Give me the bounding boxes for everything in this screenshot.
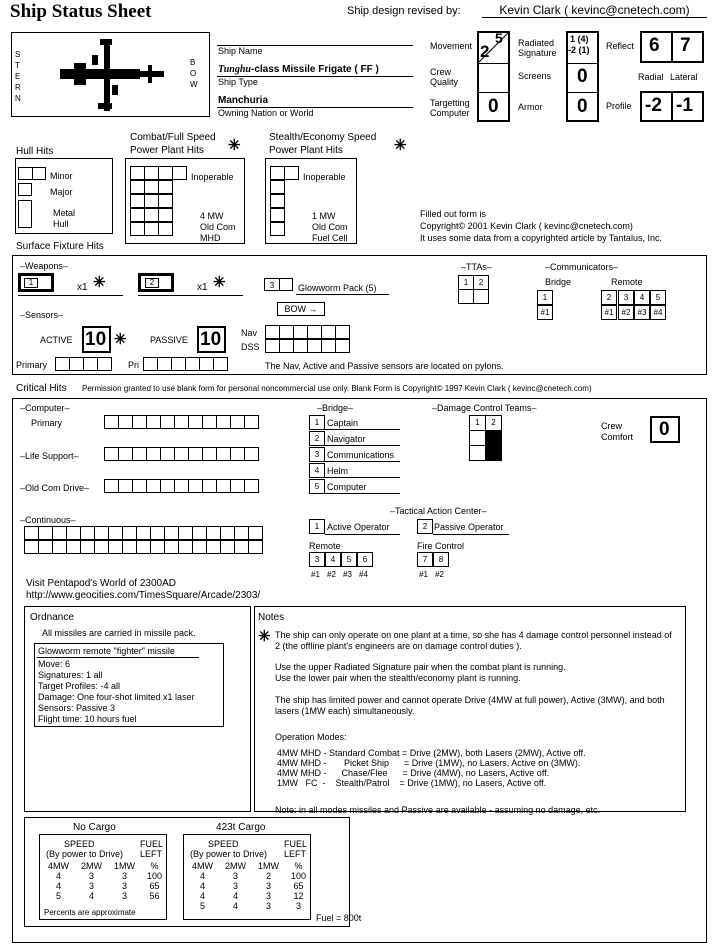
stealth-inoperable: Inoperable — [303, 172, 346, 182]
dss-label: DSS — [241, 342, 260, 352]
visit-link[interactable]: http://www.geocities.com/TimesSquare/Arcade/2303/ — [26, 590, 261, 601]
sensors-label: –Sensors– — [20, 310, 64, 320]
stern-label: S T E R N — [15, 50, 21, 103]
no-cargo-title: No Cargo — [73, 822, 116, 833]
glowworm-pack-label: Glowworm Pack (5) — [298, 283, 377, 293]
radsig-a: 1 (4) — [570, 34, 589, 44]
minor-label: Minor — [50, 171, 73, 181]
revised-label: Ship design revised by: — [347, 5, 461, 17]
computer-label: –Computer– — [20, 403, 70, 413]
notes-p1: The ship can only operate on one plant at a time, so she has 4 damage control personnel instead of 2 (the offline plant's engineers are on damage control duties ). — [275, 630, 672, 651]
bridge-item-label: Computer — [327, 482, 367, 492]
movement-label: Movement — [430, 41, 473, 51]
weapons-label: –Weapons– — [20, 261, 68, 271]
combat-plant-title: Combat/Full Speed — [130, 132, 216, 143]
passive-operator-label: Passive Operator — [434, 522, 504, 532]
armor-value: 0 — [577, 96, 588, 117]
profile-lateral: -1 — [676, 95, 693, 116]
speed-table: 4MW 2MW 1MW % 4 3 2 100 4 3 3 65 4 4 3 12 5 4 3 3 — [192, 861, 307, 911]
bridge-number: 5 — [309, 479, 325, 494]
mode-line: 4MW MHD - Picket Ship = Drive (1MW), no Lasers, Active on (3MW). — [277, 758, 581, 768]
ship-name-label: Ship Name — [218, 46, 263, 56]
bridge-number: 3 — [309, 447, 325, 462]
movement-a: 2 — [480, 42, 490, 61]
bridge-number: 2 — [309, 431, 325, 446]
nav-label: Nav — [241, 328, 258, 338]
copyright-line3: It uses some data from a copyrighted article by Tantalus, Inc. — [420, 233, 662, 243]
active-operator-label: Active Operator — [327, 522, 390, 532]
stealth-oldcom: Old Com — [312, 222, 348, 232]
remote-cell: 3 — [309, 552, 325, 567]
bridge-item-label: Navigator — [327, 434, 366, 444]
page-title: Ship Status Sheet — [10, 1, 152, 22]
nation-label: Owning Nation or World — [218, 108, 314, 118]
modes-title: Operation Modes: — [275, 732, 347, 742]
approx-note: Percents are approximate — [44, 908, 136, 917]
asterisk-icon: ✳ — [228, 137, 241, 154]
stealth-plant-title2: Power Plant Hits — [269, 145, 343, 156]
bridge-underline — [325, 493, 400, 494]
bridge-item-label: Captain — [327, 418, 359, 428]
fire-cell: 7 — [417, 552, 433, 567]
notes-final: Note: in all modes missiles and Passive are available - assuming no damage, etc. — [275, 805, 601, 815]
visit-line1: Visit Pentapod's World of 2300AD — [26, 578, 176, 589]
ship-type-label: Ship Type — [218, 77, 258, 87]
lateral-label: Lateral — [670, 72, 698, 82]
asterisk-icon: ✳ — [114, 331, 127, 348]
combat-mw: 4 MW — [200, 211, 224, 221]
bridge-underline — [325, 429, 400, 430]
asterisk-icon: ✳ — [258, 628, 271, 645]
bow-direction-button: BOW → — [277, 302, 325, 316]
revised-by: Kevin Clark ( kevinc@cnetech.com) — [482, 3, 707, 18]
remote-num: #4 — [359, 570, 368, 579]
asterisk-icon: ✳ — [213, 274, 226, 291]
passive-value: 10 — [200, 329, 222, 350]
notes-title: Notes — [258, 612, 285, 623]
notes-p2b: Use the lower pair when the stealth/economy plant is running. — [275, 673, 521, 683]
ship-silhouette-icon — [52, 35, 172, 115]
fire-control-label: Fire Control — [417, 541, 465, 551]
remote-cell: 5 — [341, 552, 357, 567]
combat-mhd: MHD — [200, 233, 221, 243]
bridge-underline — [325, 477, 400, 478]
missile-stat: Target Profiles: -4 all — [38, 681, 121, 691]
notes-p2a: Use the upper Radiated Signature pair when the combat plant is running. — [275, 662, 566, 672]
reflect-lateral: 7 — [680, 35, 691, 56]
old-com-drive-label: –Old Com Drive– — [20, 483, 90, 493]
major-label: Major — [50, 187, 73, 197]
comms-remote-label: Remote — [611, 277, 643, 287]
with-cargo-title: 423t Cargo — [216, 822, 266, 833]
ship-type-value: Tunghu-class Missile Frigate ( FF ) — [218, 64, 379, 75]
comms-bridge-label: Bridge — [545, 277, 572, 287]
radial-label: Radial — [638, 72, 664, 82]
crew-comfort-label: Crew Comfort — [601, 421, 634, 442]
copyright-line1: Filled out form is — [420, 209, 487, 219]
combat-inoperable: Inoperable — [191, 172, 234, 182]
missile-stat: Signatures: 1 all — [38, 670, 103, 680]
profile-label: Profile — [606, 101, 632, 111]
primary-label: Primary — [16, 360, 47, 370]
radsig-b: -2 (1) — [568, 45, 590, 55]
active-value: 10 — [85, 329, 107, 350]
bridge-title: –Bridge– — [317, 403, 354, 413]
weapon-2-count: x1 — [197, 282, 208, 293]
ttas-label: –TTAs– — [461, 262, 492, 272]
combat-oldcom: Old Com — [200, 222, 236, 232]
missile-stat: Damage: One four-shot limited x1 laser — [38, 692, 195, 702]
crew-comfort-value: 0 — [659, 419, 670, 440]
movement-b: 5 — [495, 30, 503, 46]
speed-table: 4MW 2MW 1MW % 4 3 3 100 4 3 3 65 5 4 3 56 — [48, 861, 163, 901]
tac-remote-label: Remote — [309, 541, 341, 551]
crew-quality-label: Crew Quality — [430, 67, 459, 87]
remote-num: #3 — [343, 570, 352, 579]
passive-label: PASSIVE — [150, 335, 188, 345]
dct-title: –Damage Control Teams– — [432, 403, 537, 413]
ship-silhouette-box — [11, 32, 210, 117]
communicators-label: –Communicators– — [545, 262, 619, 272]
asterisk-icon: ✳ — [394, 137, 407, 154]
pylon-note: The Nav, Active and Passive sensors are located on pylons. — [265, 361, 504, 371]
missile-title: Glowworm remote "fighter" missile — [38, 646, 175, 656]
asterisk-icon: ✳ — [93, 274, 106, 291]
bridge-underline — [325, 445, 400, 446]
targetting-label: Targetting Computer — [430, 98, 470, 118]
active-label: ACTIVE — [40, 335, 73, 345]
remote-cell: 6 — [357, 552, 373, 567]
ordnance-note: All missiles are carried in missile pack. — [42, 628, 196, 638]
permission-note: Permission granted to use blank form for personal noncommercial use only. Blank Form is Copyright© 1997 Kevin Clark ( kevinc@cnetech.com) — [82, 384, 592, 393]
hull-label: Hull — [53, 219, 69, 229]
weapon-1-count: x1 — [77, 282, 88, 293]
mode-line: 1MW FC - Stealth/Patrol = Drive (1MW), no Lasers, Active off. — [277, 778, 547, 788]
hull-hits-title: Hull Hits — [16, 146, 54, 157]
mode-line: 4MW MHD - Chase/Flee = Drive (4MW), no Lasers, Active off. — [277, 768, 550, 778]
bridge-number: 4 — [309, 463, 325, 478]
fuel-total: Fuel = 800t — [316, 913, 362, 923]
fire-cell: 8 — [433, 552, 449, 567]
screens-value: 0 — [577, 66, 588, 87]
surface-title: Surface Fixture Hits — [16, 241, 104, 252]
armor-label: Armor — [518, 102, 543, 112]
life-support-label: –Life Support– — [20, 451, 79, 461]
with-cargo-table: SPEED (By power to Drive) FUEL LEFT 4MW 2MW 1MW % 4 3 2 100 4 3 3 65 4 4 3 12 5 4 3 3 — [183, 834, 311, 920]
bridge-number: 1 — [309, 415, 325, 430]
bridge-underline — [325, 461, 400, 462]
screens-label: Screens — [518, 71, 552, 81]
remote-cell: 4 — [325, 552, 341, 567]
bridge-item-label: Communications — [327, 450, 395, 460]
missile-stat: Flight time: 10 hours fuel — [38, 714, 137, 724]
stealth-plant-title: Stealth/Economy Speed — [269, 132, 377, 143]
radsig-label: Radiated Signature — [518, 38, 557, 58]
notes-p3: The ship has limited power and cannot operate Drive (4MW at full power), Active (3MW), and both lasers (1MW each) simultaneously. — [275, 695, 665, 716]
missile-stat: Move: 6 — [38, 659, 71, 669]
fire-num: #1 — [419, 570, 428, 579]
nation-value: Manchuria — [218, 95, 269, 106]
stealth-fuel: Fuel Cell — [312, 233, 348, 243]
combat-plant-title2: Power Plant Hits — [130, 145, 204, 156]
missile-stat: Sensors: Passive 3 — [38, 703, 116, 713]
bow-label: B O W — [190, 58, 198, 89]
profile-radial: -2 — [645, 95, 662, 116]
pri-label: Pri — [128, 360, 139, 370]
reflect-label: Reflect — [606, 41, 635, 51]
reflect-radial: 6 — [649, 35, 660, 56]
tac-title: –Tactical Action Center– — [390, 506, 487, 516]
no-cargo-table: SPEED (By power to Drive) FUEL LEFT 4MW 2MW 1MW % 4 3 3 100 4 3 3 65 5 4 3 56 Percents are approximate — [39, 834, 167, 920]
targetting-value: 0 — [488, 96, 499, 117]
bridge-item-label: Helm — [327, 466, 349, 476]
ordnance-title: Ordnance — [30, 612, 74, 623]
metal-label: Metal — [53, 208, 76, 218]
stealth-mw: 1 MW — [312, 211, 336, 221]
critical-title: Critical Hits — [16, 383, 67, 394]
continuous-label: –Continuous– — [20, 515, 76, 525]
mode-line: 4MW MHD - Standard Combat = Drive (2MW), both Lasers (2MW), Active off. — [277, 748, 586, 758]
fire-num: #2 — [435, 570, 444, 579]
copyright-line2: Copyright© 2001 Kevin Clark ( kevinc@cnetech.com) — [420, 221, 633, 231]
remote-num: #1 — [311, 570, 320, 579]
remote-num: #2 — [327, 570, 336, 579]
computer-primary-label: Primary — [31, 418, 62, 428]
